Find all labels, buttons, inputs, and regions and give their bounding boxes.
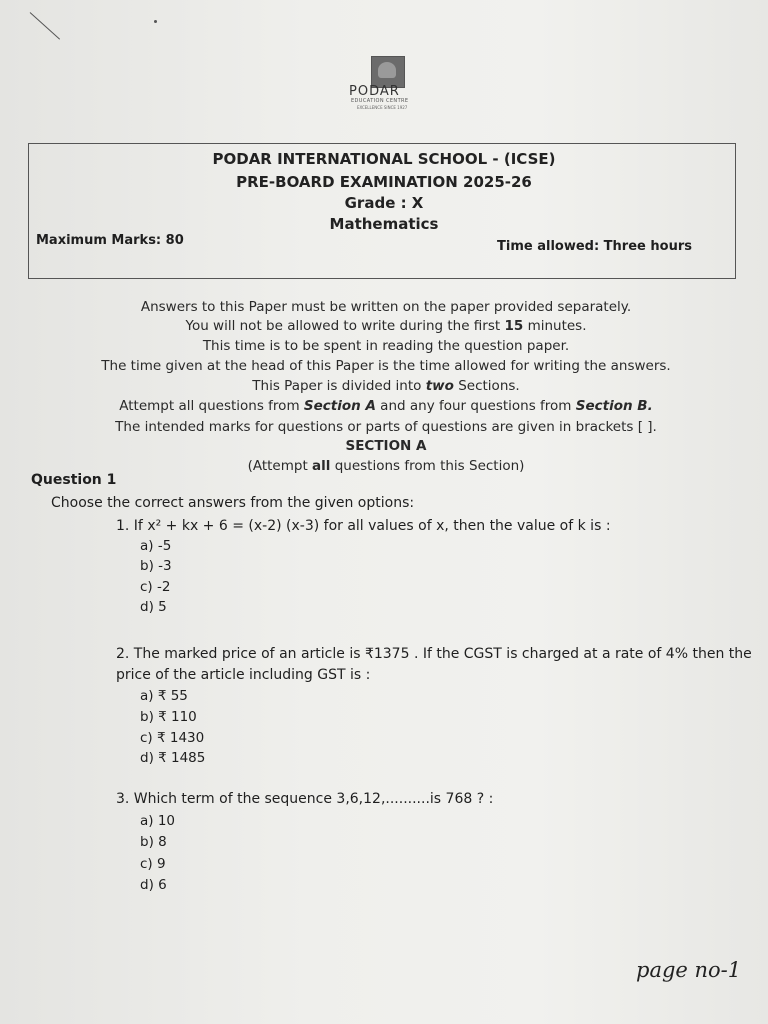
instruction-line: Answers to this Paper must be written on the paper provided separately. <box>140 299 632 315</box>
section-a-note: (Attempt all questions from this Section) <box>247 458 525 474</box>
option: d) ₹ 1485 <box>140 750 206 766</box>
option: b) -3 <box>140 558 172 574</box>
instruction-line: You will not be allowed to write during the first 15 minutes. <box>185 318 587 334</box>
handwritten-page-number: page no-1 <box>636 958 742 982</box>
question-stem: 2. The marked price of an article is ₹1375 . If the CGST is charged at a rate of 4% then the <box>116 646 752 662</box>
instruction-line: This Paper is divided into two Sections. <box>252 378 520 394</box>
section-a-title: SECTION A <box>345 438 427 454</box>
question-lead: Choose the correct answers from the given options: <box>51 495 415 511</box>
school-name: PODAR INTERNATIONAL SCHOOL - (ICSE) <box>212 150 556 168</box>
option: a) -5 <box>140 538 172 554</box>
pen-dot <box>154 20 157 23</box>
question-stem: 3. Which term of the sequence 3,6,12,..........is 768 ? : <box>116 791 494 807</box>
instruction-line: The time given at the head of this Paper is the time allowed for writing the answers. <box>101 358 671 374</box>
instruction-line: The intended marks for questions or parts of questions are given in brackets [ ]. <box>115 419 657 435</box>
grade: Grade : X <box>344 194 424 212</box>
option: c) -2 <box>140 579 171 595</box>
logo-tagline: EXCELLENCE SINCE 1927 <box>357 105 408 110</box>
option: c) ₹ 1430 <box>140 730 205 746</box>
option: b) 8 <box>140 834 167 850</box>
question-stem: 1. If x² + kx + 6 = (x-2) (x-3) for all values of x, then the value of k is : <box>116 518 611 534</box>
maximum-marks: Maximum Marks: 80 <box>36 233 184 248</box>
question-title: Question 1 <box>31 472 117 488</box>
option: d) 6 <box>140 877 167 893</box>
option: a) 10 <box>140 813 176 829</box>
option: b) ₹ 110 <box>140 709 197 725</box>
logo-subtitle: EDUCATION CENTRE <box>351 98 409 104</box>
option: c) 9 <box>140 856 166 872</box>
option: d) 5 <box>140 599 167 615</box>
option: a) ₹ 55 <box>140 688 188 704</box>
instruction-line: Attempt all questions from Section A and any four questions from Section B. <box>119 398 653 414</box>
instruction-line: This time is to be spent in reading the question paper. <box>202 338 570 354</box>
time-allowed: Time allowed: Three hours <box>497 239 692 254</box>
logo-name: PODAR <box>349 84 400 99</box>
question-stem: price of the article including GST is : <box>116 667 371 683</box>
subject: Mathematics <box>329 215 439 233</box>
pen-mark <box>30 12 60 40</box>
exam-title: PRE-BOARD EXAMINATION 2025-26 <box>236 173 532 191</box>
